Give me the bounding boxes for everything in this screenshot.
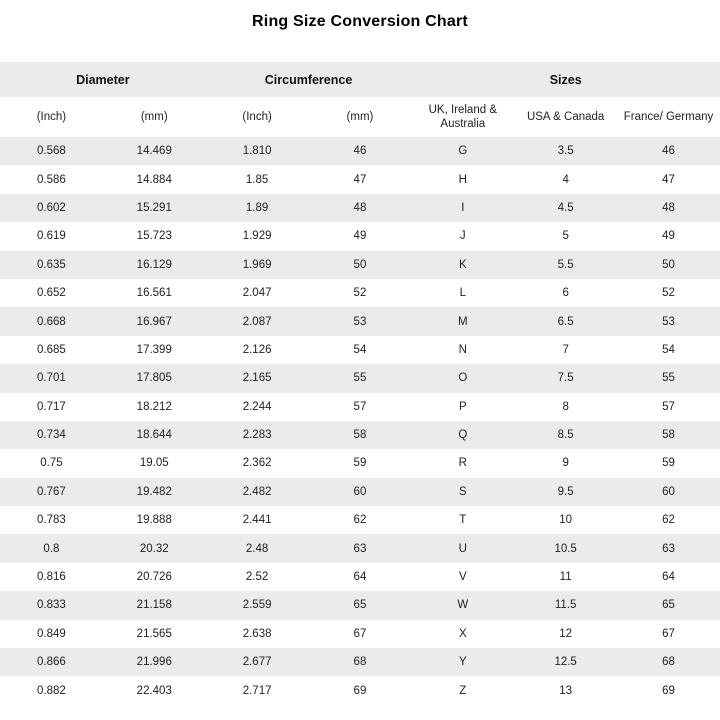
table-cell: 65 <box>353 599 367 612</box>
table-cell: 2.087 <box>242 315 272 328</box>
table-cell: 14.884 <box>136 173 172 186</box>
table-cell: 5 <box>562 230 569 243</box>
table-cell: 19.888 <box>136 514 172 527</box>
table-cell: 12.5 <box>554 656 577 669</box>
col-header-diameter-inch: (Inch) <box>0 97 103 137</box>
table-cell: 54 <box>353 343 367 356</box>
table-cell: 47 <box>353 173 367 186</box>
col-header-diameter-mm: (mm) <box>103 97 206 137</box>
table-cell: 62 <box>353 514 367 527</box>
table-cell: 55 <box>662 372 675 385</box>
table-row <box>0 279 720 307</box>
table-cell: Z <box>459 684 467 697</box>
table-cell: 10.5 <box>554 542 577 555</box>
table-cell: 2.482 <box>242 485 272 498</box>
table-row <box>0 137 720 165</box>
table-cell: 1.810 <box>242 145 272 158</box>
column-group-circumference: Circumference <box>206 62 412 97</box>
table-cell: 2.362 <box>242 457 272 470</box>
column-subheader-row <box>0 97 720 137</box>
table-cell: 22.403 <box>136 684 172 697</box>
table-row <box>0 506 720 534</box>
table-cell: 59 <box>662 457 675 470</box>
table-cell: Q <box>458 429 468 442</box>
table-cell: 69 <box>353 684 367 697</box>
column-group-row <box>0 62 720 97</box>
table-cell: N <box>458 343 467 356</box>
table-cell: 0.685 <box>37 343 66 356</box>
table-cell: 64 <box>353 571 367 584</box>
table-cell: 2.165 <box>242 372 272 385</box>
page-title: Ring Size Conversion Chart <box>252 13 468 30</box>
table-cell: 16.561 <box>136 287 172 300</box>
table-row <box>0 336 720 364</box>
table-cell: 4 <box>562 173 569 186</box>
table-body <box>0 137 720 705</box>
table-cell: L <box>459 287 466 300</box>
table-cell: 12 <box>559 627 573 640</box>
table-cell: 14.469 <box>136 145 172 158</box>
table-cell: M <box>458 315 468 328</box>
table-cell: 1.85 <box>245 173 269 186</box>
table-cell: 0.652 <box>37 287 66 300</box>
table-cell: 58 <box>662 429 675 442</box>
table-cell: 8 <box>562 400 569 413</box>
table-cell: 15.723 <box>136 230 172 243</box>
table-cell: 6.5 <box>557 315 574 328</box>
column-group-sizes: Sizes <box>411 62 720 97</box>
table-row <box>0 194 720 222</box>
table-cell: 49 <box>662 230 675 243</box>
table-cell: 69 <box>662 684 675 697</box>
table-cell: U <box>458 542 467 555</box>
table-cell: 0.849 <box>37 627 66 640</box>
table-cell: 65 <box>662 599 675 612</box>
table-cell: 17.805 <box>136 372 172 385</box>
table-cell: 20.32 <box>139 542 169 555</box>
table-cell: 0.635 <box>37 258 66 271</box>
table-cell: H <box>458 173 467 186</box>
table-cell: 0.75 <box>40 457 63 470</box>
table-row <box>0 307 720 335</box>
table-cell: I <box>461 201 465 214</box>
table-cell: S <box>458 485 467 498</box>
table-cell: 57 <box>662 400 675 413</box>
table-cell: 0.668 <box>37 315 66 328</box>
ring-size-table <box>0 62 720 705</box>
table-row <box>0 251 720 279</box>
table-row <box>0 478 720 506</box>
table-cell: 13 <box>559 684 573 697</box>
table-cell: Y <box>458 656 467 669</box>
table-cell: 0.816 <box>37 571 66 584</box>
table-cell: 18.644 <box>136 429 172 442</box>
table-cell: 2.559 <box>242 599 272 612</box>
table-cell: 0.602 <box>37 201 66 214</box>
table-cell: 15.291 <box>136 201 172 214</box>
table-cell: 0.586 <box>37 173 66 186</box>
table-cell: 2.441 <box>242 514 272 527</box>
table-row <box>0 165 720 193</box>
table-cell: 7.5 <box>557 372 574 385</box>
table-cell: 53 <box>662 315 675 328</box>
table-cell: 2.677 <box>242 656 272 669</box>
table-cell: 0.833 <box>37 599 66 612</box>
table-cell: 20.726 <box>136 571 172 584</box>
table-cell: 19.482 <box>136 485 172 498</box>
table-cell: 63 <box>353 542 367 555</box>
table-cell: 2.283 <box>242 429 272 442</box>
table-cell: 68 <box>353 656 367 669</box>
table-cell: 4.5 <box>557 201 574 214</box>
table-cell: 68 <box>662 656 675 669</box>
table-row <box>0 222 720 250</box>
table-cell: 54 <box>662 343 675 356</box>
table-cell: 46 <box>662 145 675 158</box>
table-cell: 60 <box>353 485 367 498</box>
table-cell: W <box>457 599 469 612</box>
table-cell: 48 <box>662 201 675 214</box>
table-cell: 19.05 <box>139 457 169 470</box>
table-row <box>0 591 720 619</box>
table-row <box>0 449 720 477</box>
table-row <box>0 421 720 449</box>
table-cell: 9 <box>562 457 569 470</box>
table-cell: 16.129 <box>136 258 172 271</box>
table-cell: 59 <box>353 457 367 470</box>
table-cell: 48 <box>353 201 367 214</box>
col-header-usa-canada: USA & Canada <box>514 97 617 137</box>
table-cell: 16.967 <box>136 315 172 328</box>
table-cell: 0.767 <box>37 485 66 498</box>
table-row <box>0 648 720 676</box>
table-cell: 21.158 <box>136 599 172 612</box>
table-cell: 58 <box>353 429 367 442</box>
table-cell: 2.244 <box>242 400 272 413</box>
table-cell: 1.969 <box>242 258 272 271</box>
table-cell: X <box>458 627 467 640</box>
table-cell: 0.734 <box>37 429 66 442</box>
table-cell: 0.882 <box>37 684 66 697</box>
table-cell: 17.399 <box>136 343 172 356</box>
table-cell: 46 <box>353 145 367 158</box>
table-cell: 11.5 <box>554 599 577 612</box>
table-cell: 21.996 <box>136 656 172 669</box>
table-cell: 10 <box>559 514 573 527</box>
table-cell: 63 <box>662 542 675 555</box>
table-header <box>0 62 720 137</box>
table-cell: 8.5 <box>557 429 574 442</box>
table-cell: 52 <box>662 287 675 300</box>
table-cell: 55 <box>353 372 367 385</box>
table-cell: 0.8 <box>43 542 60 555</box>
column-group-diameter: Diameter <box>0 62 206 97</box>
table-cell: 50 <box>353 258 367 271</box>
table-cell: 57 <box>353 400 367 413</box>
col-header-circumference-mm: (mm) <box>309 97 412 137</box>
table-row <box>0 534 720 562</box>
table-cell: 2.638 <box>242 627 272 640</box>
table-cell: 47 <box>662 173 675 186</box>
table-cell: 3.5 <box>557 145 574 158</box>
table-cell: 62 <box>662 514 675 527</box>
col-header-uk-ireland-australia: UK, Ireland & Australia <box>411 97 514 137</box>
table-cell: 5.5 <box>557 258 574 271</box>
table-cell: 53 <box>353 315 367 328</box>
table-cell: 1.89 <box>245 201 269 214</box>
table-cell: P <box>458 400 467 413</box>
table-cell: 49 <box>353 230 367 243</box>
table-row <box>0 676 720 704</box>
table-cell: G <box>458 145 468 158</box>
table-cell: J <box>459 230 466 243</box>
table-row <box>0 393 720 421</box>
table-cell: 67 <box>353 627 367 640</box>
table-cell: O <box>458 372 468 385</box>
table-cell: 2.717 <box>242 684 272 697</box>
table-cell: 0.717 <box>37 400 66 413</box>
table-cell: 2.047 <box>242 287 272 300</box>
table-cell: 11 <box>559 571 572 584</box>
table-cell: 67 <box>662 627 675 640</box>
table-cell: 21.565 <box>136 627 172 640</box>
table-cell: 2.126 <box>242 343 272 356</box>
table-cell: 50 <box>662 258 675 271</box>
table-cell: 2.48 <box>245 542 269 555</box>
table-cell: 2.52 <box>245 571 269 584</box>
col-header-france-germany: France/ Germany <box>617 97 720 137</box>
table-cell: 0.701 <box>37 372 66 385</box>
table-cell: 0.619 <box>37 230 66 243</box>
table-cell: 64 <box>662 571 675 584</box>
table-cell: 52 <box>353 287 367 300</box>
table-cell: 0.783 <box>37 514 66 527</box>
table-cell: 7 <box>562 343 569 356</box>
table-row <box>0 364 720 392</box>
table-cell: 0.866 <box>37 656 66 669</box>
table-cell: R <box>458 457 467 470</box>
table-cell: T <box>459 514 467 527</box>
table-row <box>0 620 720 648</box>
table-cell: K <box>458 258 467 271</box>
table-cell: 6 <box>562 287 569 300</box>
table-cell: V <box>458 571 467 584</box>
col-header-circumference-inch: (Inch) <box>206 97 309 137</box>
table-row <box>0 563 720 591</box>
table-cell: 1.929 <box>242 230 272 243</box>
table-cell: 0.568 <box>37 145 66 158</box>
table-cell: 18.212 <box>136 400 172 413</box>
table-cell: 9.5 <box>557 485 574 498</box>
table-cell: 60 <box>662 485 675 498</box>
